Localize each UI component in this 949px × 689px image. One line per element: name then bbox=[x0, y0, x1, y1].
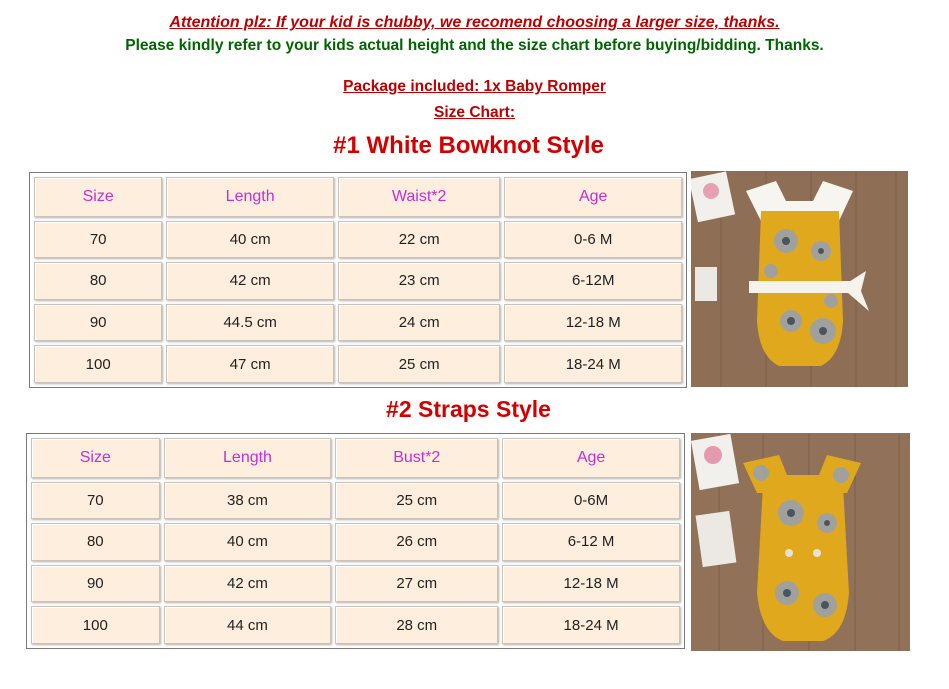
table-row bbox=[31, 565, 680, 603]
table-row bbox=[31, 482, 680, 520]
cell-size: 90 bbox=[31, 565, 160, 603]
style2-size-table bbox=[26, 433, 685, 649]
cell-size: 100 bbox=[31, 606, 160, 644]
cell-age: 12-18 M bbox=[502, 565, 680, 603]
straps-romper-photo bbox=[691, 433, 910, 651]
cell-length: 44.5 cm bbox=[166, 304, 334, 342]
cell-age: 0-6M bbox=[502, 482, 680, 520]
cell-age: 0-6 M bbox=[504, 221, 682, 259]
header-size: Size bbox=[31, 438, 160, 478]
cell-bust: 27 cm bbox=[335, 565, 498, 603]
cell-size: 90 bbox=[34, 304, 162, 342]
cell-length: 42 cm bbox=[164, 565, 332, 603]
header-age: Age bbox=[504, 177, 682, 217]
cell-waist: 24 cm bbox=[338, 304, 501, 342]
cell-waist: 23 cm bbox=[338, 262, 501, 300]
cell-waist: 25 cm bbox=[338, 345, 501, 383]
cell-size: 70 bbox=[34, 221, 162, 259]
cell-bust: 26 cm bbox=[335, 523, 498, 561]
cell-waist: 22 cm bbox=[338, 221, 501, 259]
cell-length: 38 cm bbox=[164, 482, 332, 520]
style2-title: #2 Straps Style bbox=[386, 396, 551, 422]
cell-age: 6-12 M bbox=[502, 523, 680, 561]
table-header-row bbox=[34, 177, 682, 217]
header-age: Age bbox=[502, 438, 680, 478]
cell-length: 40 cm bbox=[166, 221, 334, 259]
cell-length: 40 cm bbox=[164, 523, 332, 561]
size-chart-label: Size Chart: bbox=[434, 104, 515, 121]
attention-notice: Attention plz: If your kid is chubby, we recomend choosing a larger size, thanks. bbox=[169, 14, 780, 31]
table-row bbox=[34, 262, 682, 300]
table-row bbox=[34, 304, 682, 342]
header-waist: Waist*2 bbox=[338, 177, 501, 217]
header-length: Length bbox=[164, 438, 332, 478]
header-bust: Bust*2 bbox=[335, 438, 498, 478]
table-header-row bbox=[31, 438, 680, 478]
cell-size: 80 bbox=[31, 523, 160, 561]
cell-size: 100 bbox=[34, 345, 162, 383]
style1-title: #1 White Bowknot Style bbox=[333, 132, 604, 159]
table-row bbox=[31, 523, 680, 561]
cell-length: 42 cm bbox=[166, 262, 334, 300]
table-row bbox=[34, 221, 682, 259]
cell-bust: 28 cm bbox=[335, 606, 498, 644]
cell-age: 12-18 M bbox=[504, 304, 682, 342]
cell-age: 18-24 M bbox=[502, 606, 680, 644]
refer-notice: Please kindly refer to your kids actual height and the size chart before buying/bidding. Thanks. bbox=[125, 37, 824, 54]
table-row bbox=[34, 345, 682, 383]
cell-size: 80 bbox=[34, 262, 162, 300]
header-size: Size bbox=[34, 177, 162, 217]
cell-size: 70 bbox=[31, 482, 160, 520]
package-included: Package included: 1x Baby Romper bbox=[343, 78, 606, 95]
header-length: Length bbox=[166, 177, 334, 217]
cell-length: 44 cm bbox=[164, 606, 332, 644]
cell-bust: 25 cm bbox=[335, 482, 498, 520]
table-row bbox=[31, 606, 680, 644]
cell-age: 6-12M bbox=[504, 262, 682, 300]
bowknot-romper-photo bbox=[691, 171, 908, 387]
cell-length: 47 cm bbox=[166, 345, 334, 383]
style1-size-table bbox=[29, 172, 687, 388]
cell-age: 18-24 M bbox=[504, 345, 682, 383]
